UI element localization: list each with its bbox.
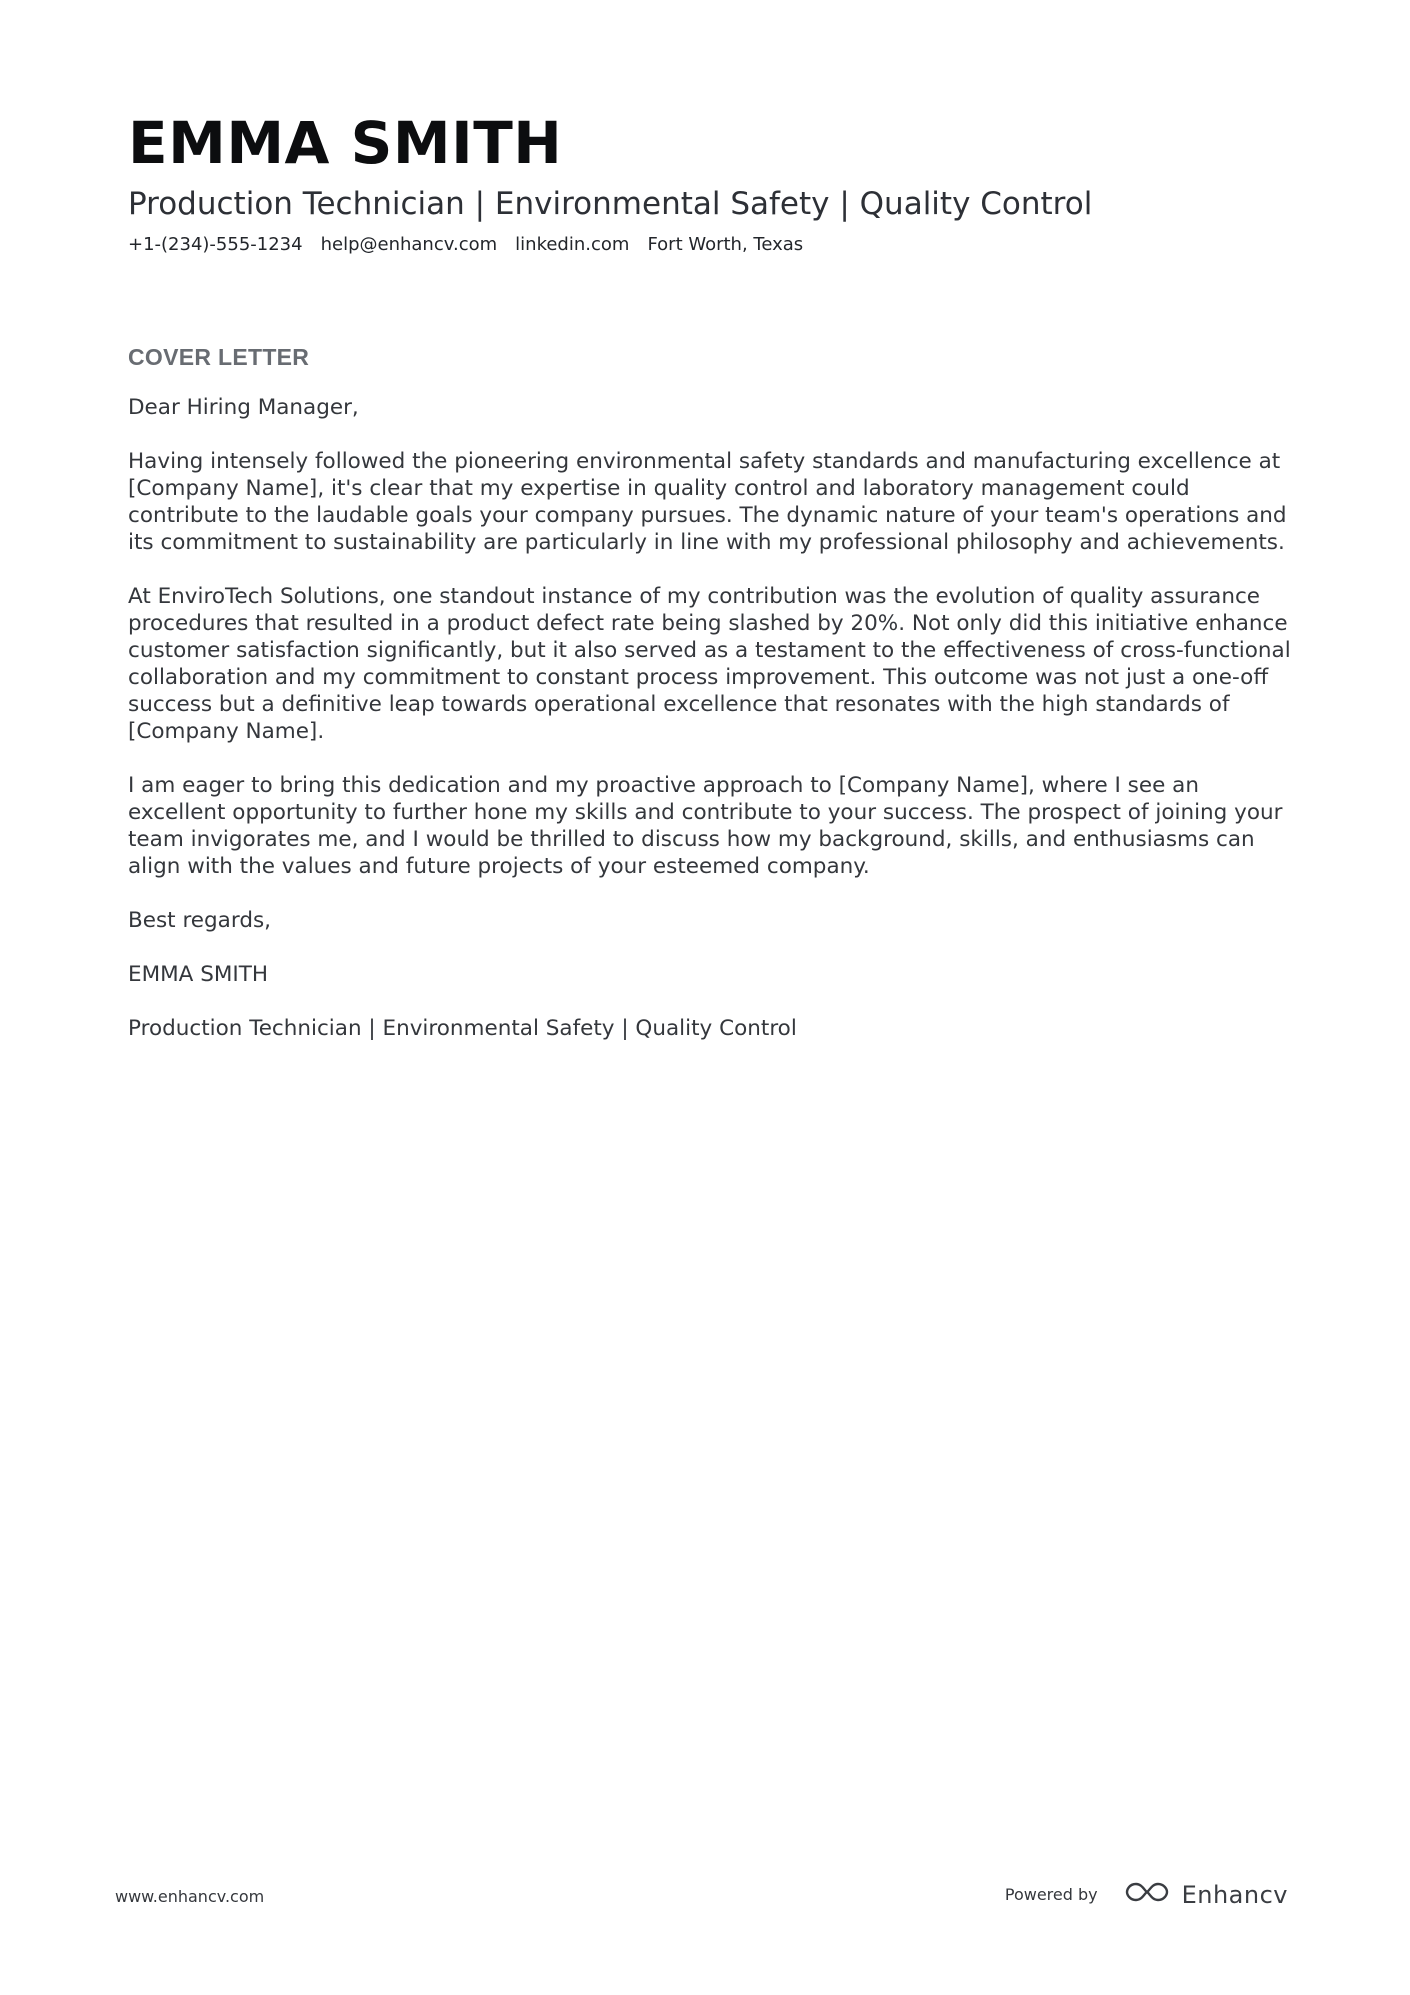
footer-website[interactable]: www.enhancv.com <box>115 1887 265 1906</box>
contact-info <box>128 232 1288 258</box>
paragraph-2: At EnviroTech Solutions, one standout instance of my contribution was the evolution of quality assurance procedures that resulted in a product defect rate being slashed by 20%. Not only did this initiative enhance customer satisfaction significantly, but it also served as a testament to the effectiveness of cross-functional collaboration and my commitment to constant process improvement. This outcome was not just a one-off success but a definitive leap towards operational excellence that resonates with the high standards of [Company Name]. <box>128 584 1291 744</box>
closing: Best regards, <box>128 908 272 933</box>
contact-linkedin: linkedin.com <box>515 234 630 255</box>
letter-body <box>128 342 1293 1069</box>
candidate-name: EMMA SMITH <box>128 109 563 177</box>
footer-branding <box>1005 1880 1288 1909</box>
brand-name: Enhancv <box>1181 1880 1288 1909</box>
header <box>128 108 1288 258</box>
paragraph-3: I am eager to bring this dedication and my proactive approach to [Company Name], where I see an excellent opportunity to further hone my skills and contribute to your success. The prospect of joining your team invigorates me, and I would be thrilled to discuss how my background, skills, and enthusiasms can align with the values and future projects of your esteemed company. <box>128 773 1283 879</box>
contact-location: Fort Worth, Texas <box>647 234 804 255</box>
enhancv-logo-icon <box>1124 1880 1170 1909</box>
salutation: Dear Hiring Manager, <box>128 395 359 420</box>
signature-title: Production Technician | Environmental Safety | Quality Control <box>128 1016 797 1041</box>
section-title: COVER LETTER <box>128 344 310 370</box>
powered-by-label: Powered by <box>1004 1885 1098 1904</box>
contact-phone: +1-(234)-555-1234 <box>128 234 303 255</box>
contact-email: help@enhancv.com <box>320 234 498 255</box>
signature-name: EMMA SMITH <box>128 962 269 987</box>
paragraph-1: Having intensely followed the pioneering environmental safety standards and manufacturing excellence at [Company Name], it's clear that my expertise in quality control and laboratory management could contribute to the laudable goals your company pursues. The dynamic nature of your team's operations and its commitment to sustainability are particularly in line with my professional philosophy and achievements. <box>128 449 1287 555</box>
brand[interactable] <box>1124 1880 1288 1909</box>
candidate-headline: Production Technician | Environmental Safety | Quality Control <box>128 186 1093 222</box>
